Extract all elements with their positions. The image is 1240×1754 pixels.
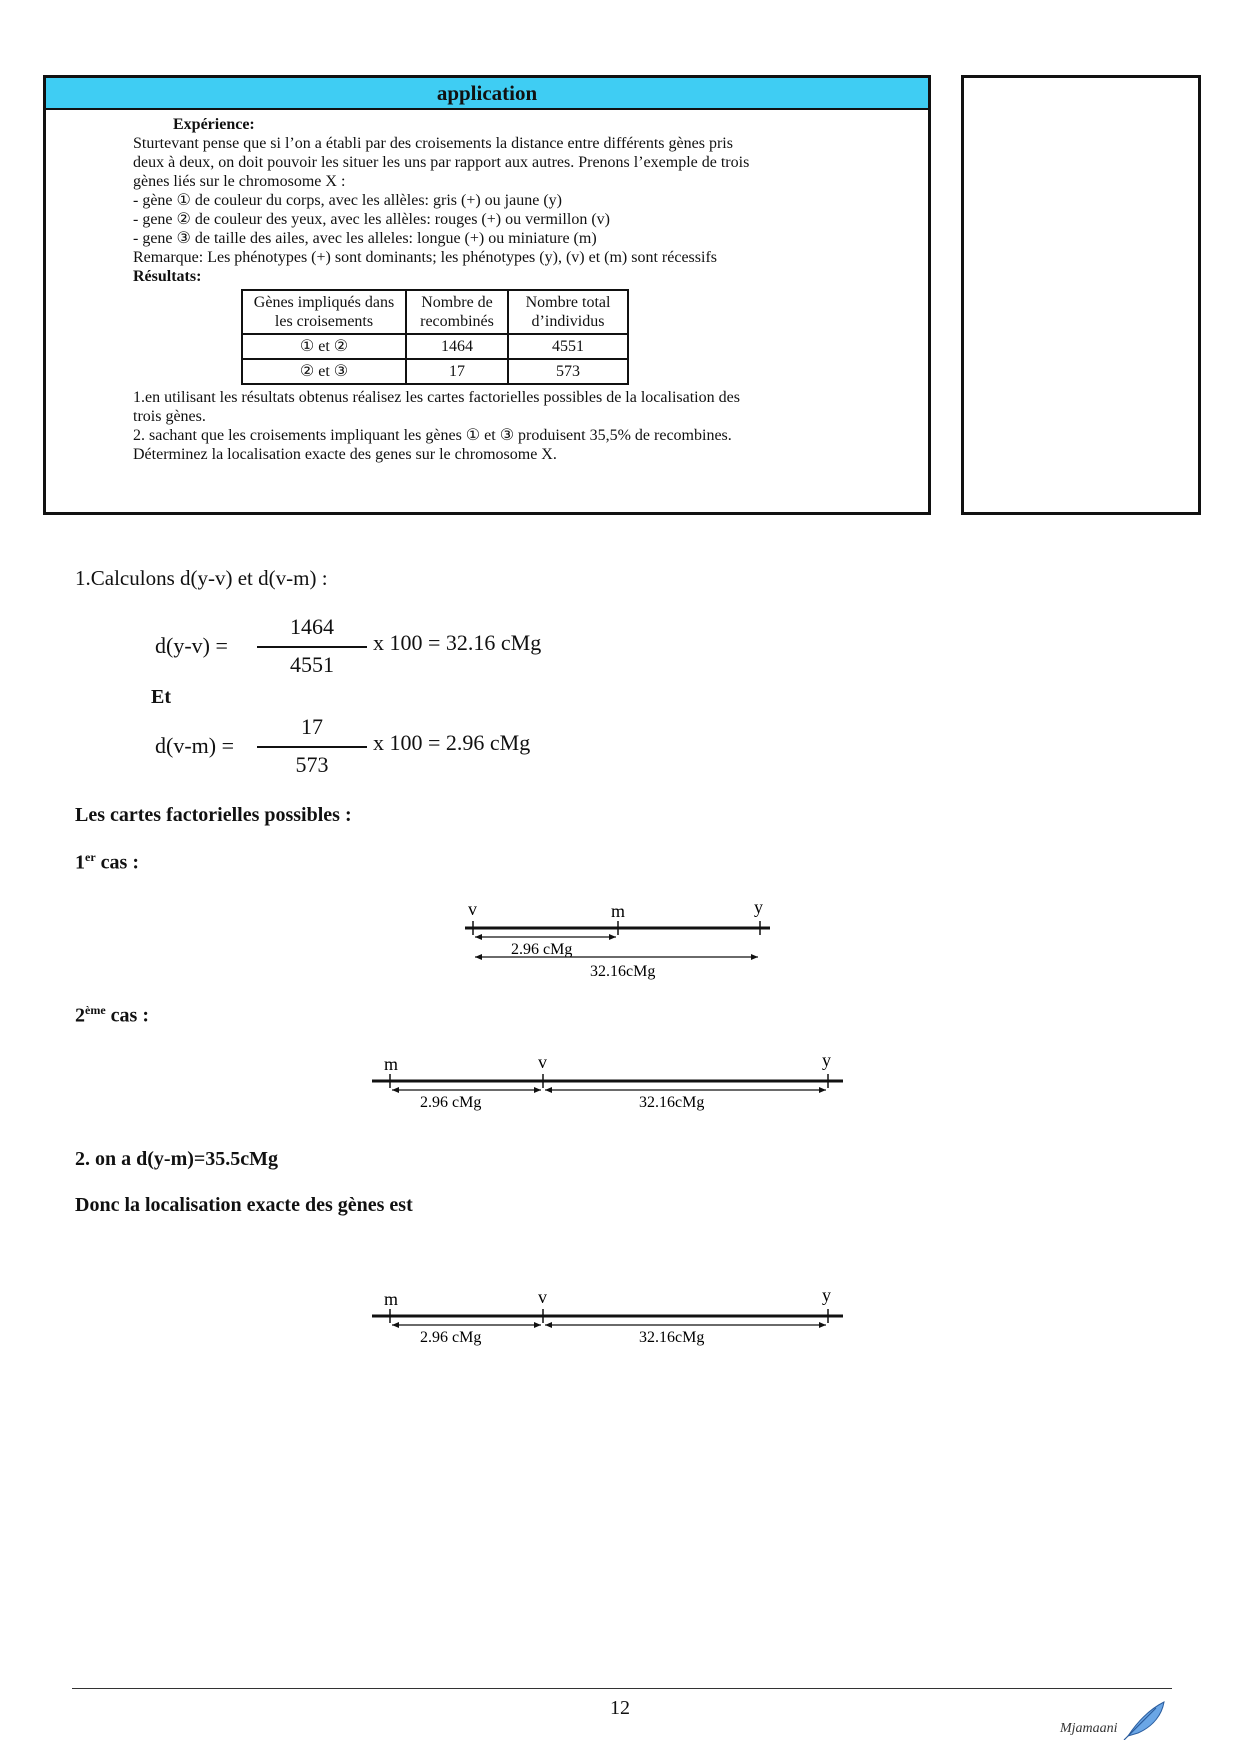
gene-label: v <box>468 899 477 919</box>
factorial-map-1 <box>455 895 775 985</box>
arrow-head <box>545 1087 552 1093</box>
question-line: 2. sachant que les croisements impliquant les gènes ① et ③ produisent 35,5% de recombines. <box>133 427 732 444</box>
fraction-bar <box>257 746 367 748</box>
case-suffix: cas : <box>105 1004 149 1027</box>
table-row <box>242 334 628 359</box>
paragraph-line: deux à deux, on doit pouvoir les situer les uns par rapport aux autres. Prenons l’exemple de trois <box>133 154 750 171</box>
paragraph-line: - gene ③ de taille des ailes, avec les alleles: longue (+) ou miniature (m) <box>133 230 597 247</box>
experience-title: Expérience: <box>173 116 255 133</box>
factorial-map-2 <box>368 1048 848 1120</box>
gene-label: y <box>822 1050 831 1070</box>
application-body <box>133 115 853 464</box>
arrow-head <box>534 1087 541 1093</box>
paragraph-line: Remarque: Les phénotypes (+) sont dominants; les phénotypes (y), (v) et (m) sont récessifs <box>133 249 717 266</box>
arrow-head <box>819 1087 826 1093</box>
results-title: Résultats: <box>133 268 202 285</box>
gene-label: m <box>384 1289 399 1309</box>
distance-label: 32.16cMg <box>590 963 656 980</box>
formula-denominator: 4551 <box>290 652 334 677</box>
arrow-head <box>609 934 616 940</box>
results-table <box>241 289 629 385</box>
question-line: trois gènes. <box>133 408 206 425</box>
arrow-head <box>392 1087 399 1093</box>
case-sup: er <box>85 850 96 864</box>
arrow-head <box>534 1322 541 1328</box>
page-number: 12 <box>610 1697 630 1719</box>
conclusion-text: Donc la localisation exacte des gènes est <box>75 1194 413 1216</box>
formula-lhs: d(y-v) = <box>155 633 228 658</box>
case-suffix: cas : <box>95 851 139 874</box>
table-cell: 17 <box>406 359 508 384</box>
application-box <box>43 75 931 515</box>
gene-label: v <box>538 1052 547 1072</box>
paragraph-line: - gene ② de couleur des yeux, avec les allèles: rouges (+) ou vermillon (v) <box>133 211 610 228</box>
solution-heading: 1.Calculons d(y-v) et d(v-m) : <box>75 566 328 590</box>
gene-label: y <box>754 897 763 917</box>
gene-label: v <box>538 1287 547 1307</box>
gene-label: m <box>611 901 626 921</box>
table-header-cell: Nombre total d’individus <box>508 290 628 334</box>
arrow-head <box>819 1322 826 1328</box>
table-header-cell: Nombre de recombinés <box>406 290 508 334</box>
case2-label <box>75 1003 149 1028</box>
paragraph-line: - gène ① de couleur du corps, avec les allèles: gris (+) ou jaune (y) <box>133 192 562 209</box>
distance-label: 32.16cMg <box>639 1094 705 1111</box>
case-prefix: 1 <box>75 851 85 874</box>
side-answer-box <box>961 75 1201 515</box>
et-label: Et <box>151 686 171 708</box>
table-header-cell: Gènes impliqués dans les croisements <box>242 290 406 334</box>
formula-rhs: x 100 = 32.16 cMg <box>373 630 542 655</box>
gene-label: y <box>822 1285 831 1305</box>
arrow-head <box>392 1322 399 1328</box>
table-cell: ② et ③ <box>242 359 406 384</box>
fraction-bar <box>257 646 367 648</box>
formula-numerator: 1464 <box>290 614 334 639</box>
footer-divider <box>72 1688 1172 1689</box>
case-sup: ème <box>85 1003 106 1017</box>
table-cell: 1464 <box>406 334 508 359</box>
distance-label: 2.96 cMg <box>511 941 573 958</box>
formula-lhs: d(v-m) = <box>155 733 234 758</box>
arrow-head <box>751 954 758 960</box>
distance-label: 2.96 cMg <box>420 1094 482 1111</box>
arrow-head <box>545 1322 552 1328</box>
paragraph-line: gènes liés sur le chromosome X : <box>133 173 346 190</box>
table-cell: ① et ② <box>242 334 406 359</box>
table-header-row <box>242 290 628 334</box>
part2-statement: 2. on a d(y-m)=35.5cMg <box>75 1148 279 1170</box>
case-prefix: 2 <box>75 1004 85 1027</box>
distance-label: 32.16cMg <box>639 1329 705 1346</box>
distance-label: 2.96 cMg <box>420 1329 482 1346</box>
feather-quill-icon <box>1124 1702 1164 1740</box>
application-header: application <box>46 78 928 110</box>
signature-text: Mjamaani <box>1060 1721 1118 1736</box>
formula-numerator: 17 <box>301 714 323 739</box>
factorial-map-final <box>368 1283 848 1355</box>
arrow-head <box>475 934 482 940</box>
table-cell: 573 <box>508 359 628 384</box>
gene-label: m <box>384 1054 399 1074</box>
question-line: Déterminez la localisation exacte des genes sur le chromosome X. <box>133 446 557 463</box>
paragraph-line: Sturtevant pense que si l’on a établi par des croisements la distance entre différents gènes pris <box>133 135 733 152</box>
formula-denominator: 573 <box>295 752 329 777</box>
signature-logo <box>1058 1700 1168 1740</box>
table-row <box>242 359 628 384</box>
table-cell: 4551 <box>508 334 628 359</box>
formula-rhs: x 100 = 2.96 cMg <box>373 730 531 755</box>
case1-label <box>75 850 139 875</box>
arrow-head <box>475 954 482 960</box>
question-line: 1.en utilisant les résultats obtenus réalisez les cartes factorielles possibles de la localisation des <box>133 389 740 406</box>
maps-title: Les cartes factorielles possibles : <box>75 804 352 826</box>
